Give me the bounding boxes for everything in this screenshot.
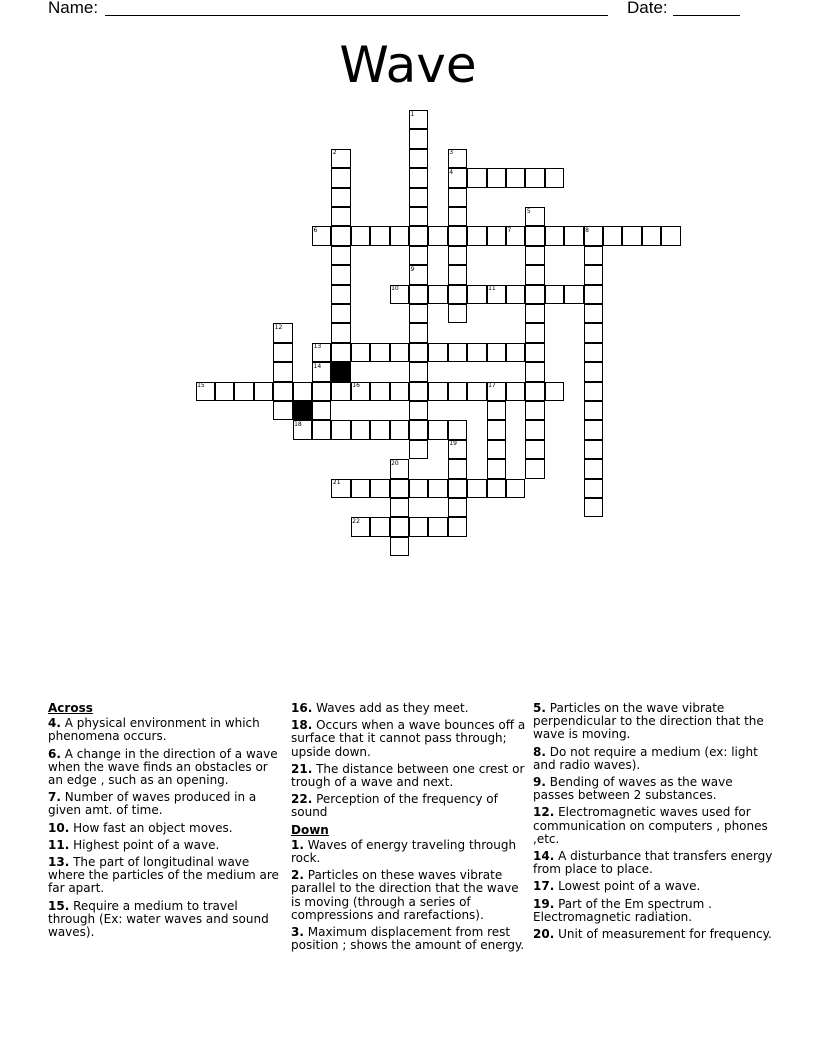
clue-number: 20 — [391, 459, 399, 467]
clue-column-2 — [291, 702, 528, 956]
grid-cell[interactable] — [351, 343, 370, 362]
grid-cell[interactable] — [545, 168, 564, 187]
grid-cell[interactable] — [409, 207, 428, 226]
grid-cell[interactable] — [622, 226, 641, 245]
grid-cell[interactable] — [584, 323, 603, 342]
grid-cell[interactable] — [409, 285, 428, 304]
grid-cell[interactable] — [545, 226, 564, 245]
grid-cell[interactable] — [312, 382, 331, 401]
grid-cell[interactable] — [215, 382, 234, 401]
grid-cell[interactable] — [584, 479, 603, 498]
grid-cell[interactable] — [467, 226, 486, 245]
grid-cell[interactable] — [312, 420, 331, 439]
clue-down-14: 14. A disturbance that transfers energy from place to place. — [533, 849, 773, 877]
grid-cell[interactable] — [390, 498, 409, 517]
grid-cell[interactable] — [506, 382, 525, 401]
grid-cell[interactable] — [525, 265, 544, 284]
grid-cell[interactable] — [506, 285, 525, 304]
grid-cell[interactable] — [409, 246, 428, 265]
grid-cell[interactable] — [390, 517, 409, 536]
grid-cell[interactable] — [506, 168, 525, 187]
name-label: Name: — [48, 0, 99, 17]
clue-number: 18 — [294, 420, 302, 428]
grid-cell[interactable] — [331, 382, 350, 401]
grid-cell[interactable] — [448, 343, 467, 362]
grid-cell[interactable] — [312, 401, 331, 420]
grid-cell[interactable] — [525, 226, 544, 245]
grid-cell[interactable] — [273, 343, 292, 362]
black-cell — [331, 362, 350, 381]
grid-cell[interactable] — [467, 168, 486, 187]
grid-cell[interactable] — [409, 226, 428, 245]
grid-cell[interactable] — [370, 420, 389, 439]
grid-cell[interactable] — [506, 479, 525, 498]
grid-cell[interactable] — [525, 382, 544, 401]
clue-across-13: 13. The part of longitudinal wave where the particles of the medium are far apart. — [48, 855, 279, 896]
clue-across-15: 15. Require a medium to travel through (Ex: water waves and sound waves). — [48, 898, 269, 940]
clue-across-22: 22. Perception of the frequency of sound — [291, 792, 498, 820]
grid-cell[interactable] — [331, 420, 350, 439]
grid-cell[interactable] — [487, 420, 506, 439]
grid-cell[interactable] — [448, 517, 467, 536]
clue-number: 19 — [449, 440, 457, 448]
grid-cell[interactable] — [448, 420, 467, 439]
grid-cell[interactable] — [525, 168, 544, 187]
grid-cell[interactable] — [584, 401, 603, 420]
clue-down-17: 17. Lowest point of a wave. — [533, 879, 701, 894]
grid-cell[interactable] — [506, 343, 525, 362]
clue-across-18: 18. Occurs when a wave bounces off a surface that it cannot pass through; upside down. — [291, 718, 526, 759]
grid-cell[interactable] — [525, 420, 544, 439]
clue-number: 4 — [449, 168, 454, 176]
grid-cell[interactable] — [351, 420, 370, 439]
clue-number: 1 — [410, 110, 415, 118]
grid-cell[interactable] — [545, 382, 564, 401]
grid-cell[interactable] — [409, 323, 428, 342]
grid-cell[interactable] — [448, 285, 467, 304]
clue-down-9: 9. Bending of waves as the wave passes between 2 substances. — [533, 775, 733, 803]
grid-cell[interactable] — [545, 285, 564, 304]
grid-cell[interactable] — [584, 265, 603, 284]
grid-cell[interactable] — [351, 226, 370, 245]
grid-cell[interactable] — [390, 537, 409, 556]
clue-down-3: 3. Maximum displacement from rest position ; shows the amount of energy. — [291, 925, 525, 953]
clue-number: 9 — [410, 265, 415, 273]
grid-cell[interactable] — [409, 188, 428, 207]
grid-cell[interactable] — [525, 323, 544, 342]
grid-cell[interactable] — [273, 382, 292, 401]
grid-cell[interactable] — [487, 459, 506, 478]
grid-cell[interactable] — [448, 382, 467, 401]
grid-cell[interactable] — [331, 226, 350, 245]
clue-number: 3 — [449, 149, 454, 157]
clue-across-21: 21. The distance between one crest or trough of a wave and next. — [291, 761, 525, 790]
grid-cell[interactable] — [428, 343, 447, 362]
grid-cell[interactable] — [525, 343, 544, 362]
grid-cell[interactable] — [370, 382, 389, 401]
grid-cell[interactable] — [409, 440, 428, 459]
grid-cell[interactable] — [428, 226, 447, 245]
grid-cell[interactable] — [390, 420, 409, 439]
clue-number: 16 — [352, 382, 360, 390]
grid-cell[interactable] — [642, 226, 661, 245]
clue-number: 13 — [313, 343, 322, 351]
clue-across-11: 11. Highest point of a wave. — [48, 837, 220, 852]
grid-cell[interactable] — [448, 459, 467, 478]
clue-across-7: 7. Number of waves produced in a given amt. of time. — [48, 790, 257, 818]
grid-cell[interactable] — [409, 479, 428, 498]
grid-cell[interactable] — [390, 343, 409, 362]
grid-cell[interactable] — [331, 246, 350, 265]
grid-cell[interactable] — [370, 343, 389, 362]
clue-down-8: 8. Do not require a medium (ex: light and radio waves). — [533, 744, 758, 772]
grid-cell[interactable] — [254, 382, 273, 401]
grid-cell[interactable] — [584, 382, 603, 401]
grid-cell[interactable] — [409, 168, 428, 187]
grid-cell[interactable] — [448, 188, 467, 207]
grid-cell[interactable] — [584, 440, 603, 459]
grid-cell[interactable] — [428, 479, 447, 498]
clue-number: 21 — [332, 479, 341, 487]
grid-cell[interactable] — [467, 479, 486, 498]
grid-cell[interactable] — [331, 343, 350, 362]
grid-cell[interactable] — [273, 362, 292, 381]
grid-cell[interactable] — [584, 362, 603, 381]
grid-cell[interactable] — [584, 343, 603, 362]
grid-cell[interactable] — [331, 265, 350, 284]
grid-cell[interactable] — [584, 246, 603, 265]
grid-cell[interactable] — [467, 285, 486, 304]
grid-cell[interactable] — [409, 343, 428, 362]
grid-cell[interactable] — [467, 343, 486, 362]
grid-cell[interactable] — [331, 323, 350, 342]
clue-across-10: 10. How fast an object moves. — [48, 820, 233, 835]
grid-cell[interactable] — [448, 498, 467, 517]
clue-down-19: 19. Part of the Em spectrum . Electromagnetic radiation. — [533, 896, 712, 924]
grid-cell[interactable] — [584, 459, 603, 478]
grid-cell[interactable] — [525, 362, 544, 381]
grid-cell[interactable] — [428, 420, 447, 439]
grid-cell[interactable] — [584, 420, 603, 439]
grid-cell[interactable] — [525, 246, 544, 265]
clue-number: 7 — [507, 226, 512, 234]
grid-cell[interactable] — [409, 420, 428, 439]
grid-cell[interactable] — [293, 382, 312, 401]
grid-cell[interactable] — [525, 285, 544, 304]
down-heading: Down — [291, 822, 329, 837]
grid-cell[interactable] — [525, 459, 544, 478]
clue-down-2: 2. Particles on these waves vibrate parallel to the direction that the wave is moving (through a series of compressions and rarefactions). — [291, 868, 519, 922]
grid-cell[interactable] — [584, 285, 603, 304]
grid-cell[interactable] — [487, 168, 506, 187]
grid-cell[interactable] — [661, 226, 680, 245]
grid-cell[interactable] — [390, 479, 409, 498]
grid-cell[interactable] — [331, 304, 350, 323]
grid-cell[interactable] — [409, 362, 428, 381]
clue-number: 10 — [391, 285, 399, 293]
grid-cell[interactable] — [409, 129, 428, 148]
across-heading: Across — [48, 701, 93, 715]
grid-cell[interactable] — [331, 188, 350, 207]
grid-cell[interactable] — [487, 401, 506, 420]
clue-column-3 — [533, 702, 773, 945]
grid-cell[interactable] — [370, 226, 389, 245]
clue-number: 6 — [313, 226, 318, 234]
grid-cell[interactable] — [428, 382, 447, 401]
clue-down-1: 1. Waves of energy traveling through rock. — [291, 837, 517, 866]
date-label: Date: — [627, 0, 668, 17]
clue-number: 17 — [488, 382, 496, 390]
grid-cell[interactable] — [584, 498, 603, 517]
grid-cell[interactable] — [525, 401, 544, 420]
clue-column-1 — [48, 702, 284, 943]
black-cell — [293, 401, 312, 420]
grid-cell[interactable] — [448, 479, 467, 498]
grid-cell[interactable] — [409, 517, 428, 536]
puzzle-title: Wave — [339, 36, 477, 94]
clue-down-12: 12. Electromagnetic waves used for communication on computers , phones ,etc. — [533, 805, 768, 846]
grid-cell[interactable] — [331, 285, 350, 304]
grid-cell[interactable] — [273, 401, 292, 420]
grid-cell[interactable] — [351, 479, 370, 498]
grid-cell[interactable] — [448, 207, 467, 226]
grid-cell[interactable] — [409, 149, 428, 168]
grid-cell[interactable] — [487, 479, 506, 498]
grid-cell[interactable] — [467, 382, 486, 401]
clue-number: 14 — [313, 362, 322, 370]
grid-cell[interactable] — [487, 226, 506, 245]
grid-cell[interactable] — [603, 226, 622, 245]
grid-cell[interactable] — [390, 226, 409, 245]
grid-cell[interactable] — [525, 440, 544, 459]
grid-cell[interactable] — [448, 304, 467, 323]
clue-number: 22 — [352, 517, 360, 525]
clue-down-5: 5. Particles on the wave vibrate perpendicular to the direction that the wave is moving. — [533, 701, 764, 742]
grid-cell[interactable] — [448, 226, 467, 245]
grid-cell[interactable] — [331, 207, 350, 226]
clue-number: 5 — [526, 207, 531, 215]
grid-cell[interactable] — [487, 440, 506, 459]
grid-cell[interactable] — [370, 479, 389, 498]
clue-number: 11 — [488, 285, 496, 293]
clue-down-20: 20. Unit of measurement for frequency. — [533, 927, 772, 942]
grid-cell[interactable] — [409, 382, 428, 401]
grid-cell[interactable] — [331, 168, 350, 187]
grid-cell[interactable] — [390, 382, 409, 401]
grid-cell[interactable] — [525, 304, 544, 323]
clue-number: 15 — [197, 382, 205, 390]
grid-cell[interactable] — [584, 304, 603, 323]
clue-across-4: 4. A physical environment in which phenomena occurs. — [48, 716, 260, 744]
clue-across-6: 6. A change in the direction of a wave when the wave finds an obstacles or an edge , such as an opening. — [48, 746, 278, 788]
grid-cell[interactable] — [448, 265, 467, 284]
clue-number: 8 — [585, 226, 589, 234]
grid-cell[interactable] — [428, 517, 447, 536]
clue-across-16: 16. Waves add as they meet. — [291, 701, 469, 715]
grid-cell[interactable] — [487, 343, 506, 362]
grid-cell[interactable] — [448, 246, 467, 265]
grid-cell[interactable] — [409, 401, 428, 420]
grid-cell[interactable] — [370, 517, 389, 536]
grid-cell[interactable] — [234, 382, 253, 401]
grid-cell[interactable] — [409, 304, 428, 323]
clue-number: 2 — [332, 149, 337, 157]
grid-cell[interactable] — [564, 285, 583, 304]
clue-number: 12 — [274, 323, 283, 331]
grid-cell[interactable] — [564, 226, 583, 245]
grid-cell[interactable] — [428, 285, 447, 304]
